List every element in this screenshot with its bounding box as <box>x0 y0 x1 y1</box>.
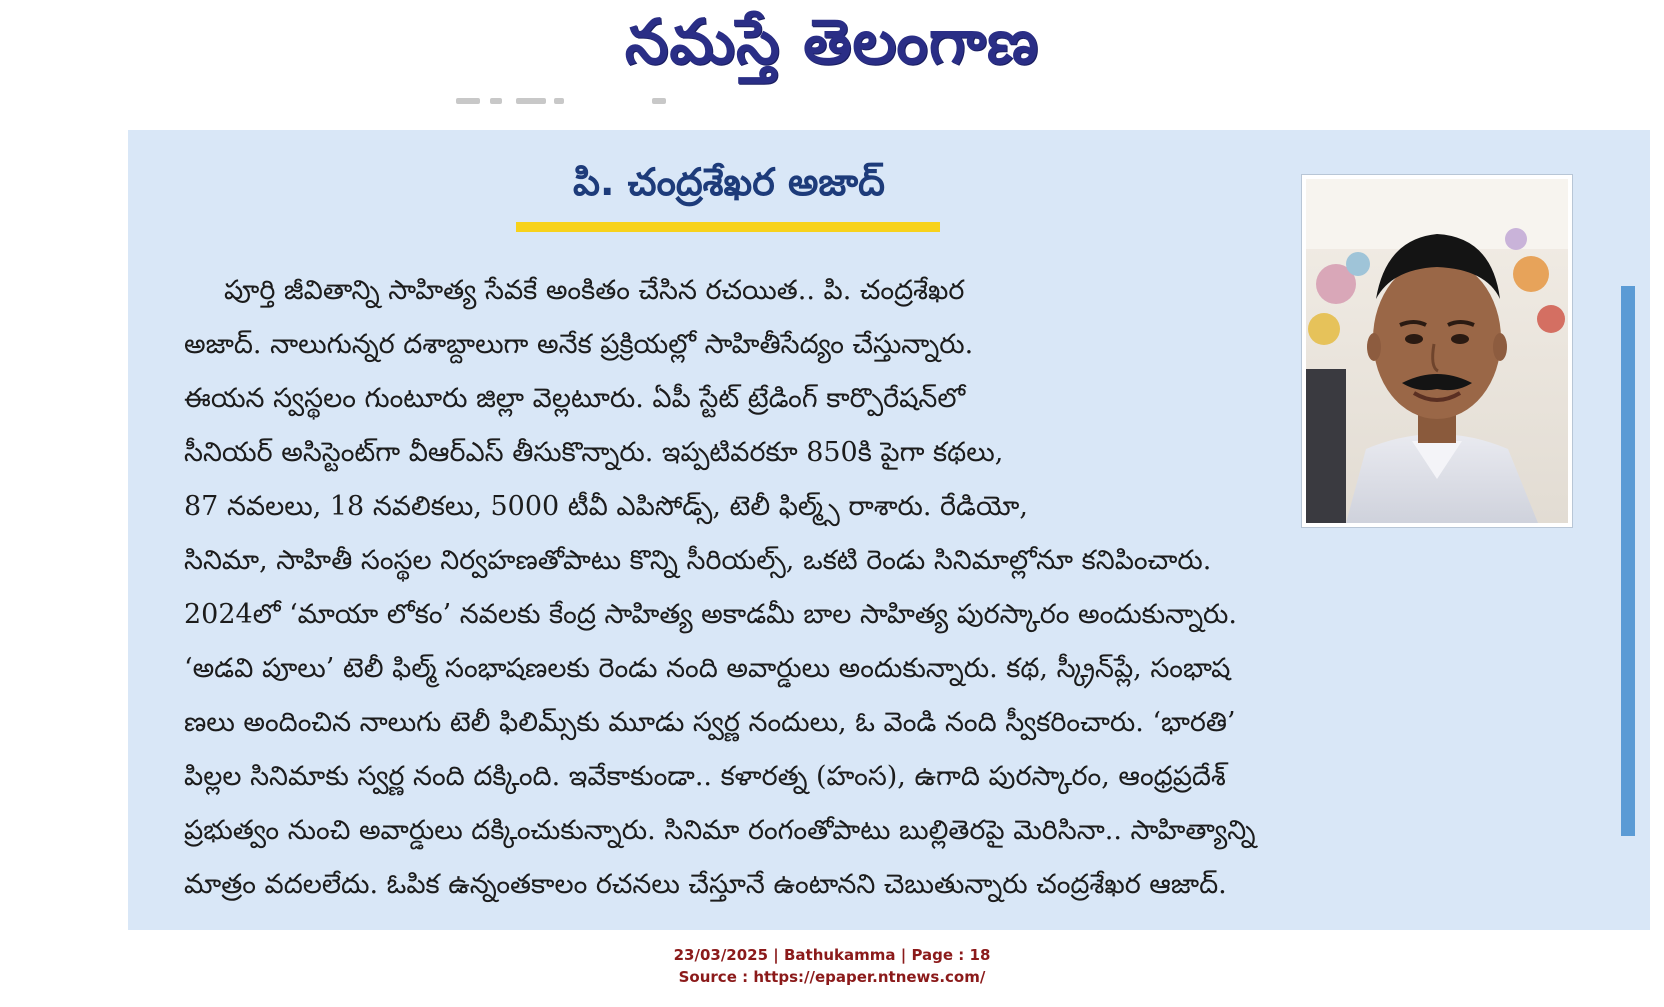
article-headline: పి. చంద్రశేఖర అజాద్ <box>573 160 885 204</box>
body-line: ‘అడవి పూలు’ టెలీ ఫిల్మ్ సంభాషణలకు రెండు నంది అవార్డులు అందుకున్నారు. కథ, స్క్రీన్‌ప్లే, సంభాష <box>184 653 1231 684</box>
footer-source-link[interactable]: Source : https://epaper.ntnews.com/ <box>678 968 986 986</box>
cropped-text-fragment <box>456 94 686 110</box>
body-line: 87 నవలలు, 18 నవలికలు, 5000 టీవీ ఎపిసోడ్స్, టెలీ ఫిల్మ్స్ రాశారు. రేడియో, <box>184 491 1028 522</box>
body-line: సీనియర్ అసిస్టెంట్‌గా వీఆర్ఎస్ తీసుకొన్నారు. ఇప్పటివరకూ 850కి పైగా కథలు, <box>184 437 1004 468</box>
body-line: ఈయన స్వస్థలం గుంటూరు జిల్లా వెల్లటూరు. ఏపీ స్టేట్ ట్రేడింగ్ కార్పొరేషన్‌లో <box>184 383 966 414</box>
body-line: ణలు అందించిన నాలుగు టెలీ ఫిలిమ్స్‌కు మూడు స్వర్ణ నందులు, ఓ వెండి నంది స్వీకరించారు. ‘భారతి’ <box>184 707 1236 738</box>
side-accent-bar <box>1621 286 1635 836</box>
author-photo <box>1302 175 1572 527</box>
article-body-bottom <box>184 534 1600 912</box>
body-line: అజాద్. నాలుగున్నర దశాబ్దాలుగా అనేక ప్రక్రియల్లో సాహితీసేద్యం చేస్తున్నారు. <box>184 329 974 360</box>
body-line: పిల్లల సినిమాకు స్వర్ణ నంది దక్కింది. ఇవేకాకుండా.. కళారత్న (హంస), ఉగాది పురస్కారం, ఆంధ్రప్రదేశ్ <box>184 761 1226 792</box>
body-line: మాత్రం వదలలేదు. ఓపిక ఉన్నంతకాలం రచనలు చేస్తూనే ఉంటానని చెబుతున్నారు చంద్రశేఖర ఆజాద్. <box>184 869 1227 900</box>
body-line: సినిమా, సాహితీ సంస్థల నిర్వహణతోపాటు కొన్ని సీరియల్స్, ఒకటి రెండు సినిమాల్లోనూ కనిపించారు. <box>184 545 1212 576</box>
article-body-top <box>184 264 1270 534</box>
headline-underline <box>516 222 940 232</box>
body-line: ప్రభుత్వం నుంచి అవార్డులు దక్కించుకున్నారు. సినిమా రంగంతోపాటు బుల్లితెరపై మెరిసినా.. సాహిత్యాన్ని <box>184 815 1256 846</box>
body-line: 2024లో ‘మాయా లోకం’ నవలకు కేంద్ర సాహిత్య అకాడమీ బాల సాహిత్య పురస్కారం అందుకున్నారు. <box>184 599 1237 630</box>
newspaper-masthead: నమస్తే తెలంగాణ <box>624 5 1040 78</box>
body-line: పూర్తి జీవితాన్ని సాహిత్య సేవకే అంకితం చేసిన రచయిత.. పి. చంద్రశేఖర <box>224 275 965 306</box>
portrait-illustration <box>1306 179 1568 523</box>
footer-date-page: 23/03/2025 | Bathukamma | Page : 18 <box>673 946 991 964</box>
